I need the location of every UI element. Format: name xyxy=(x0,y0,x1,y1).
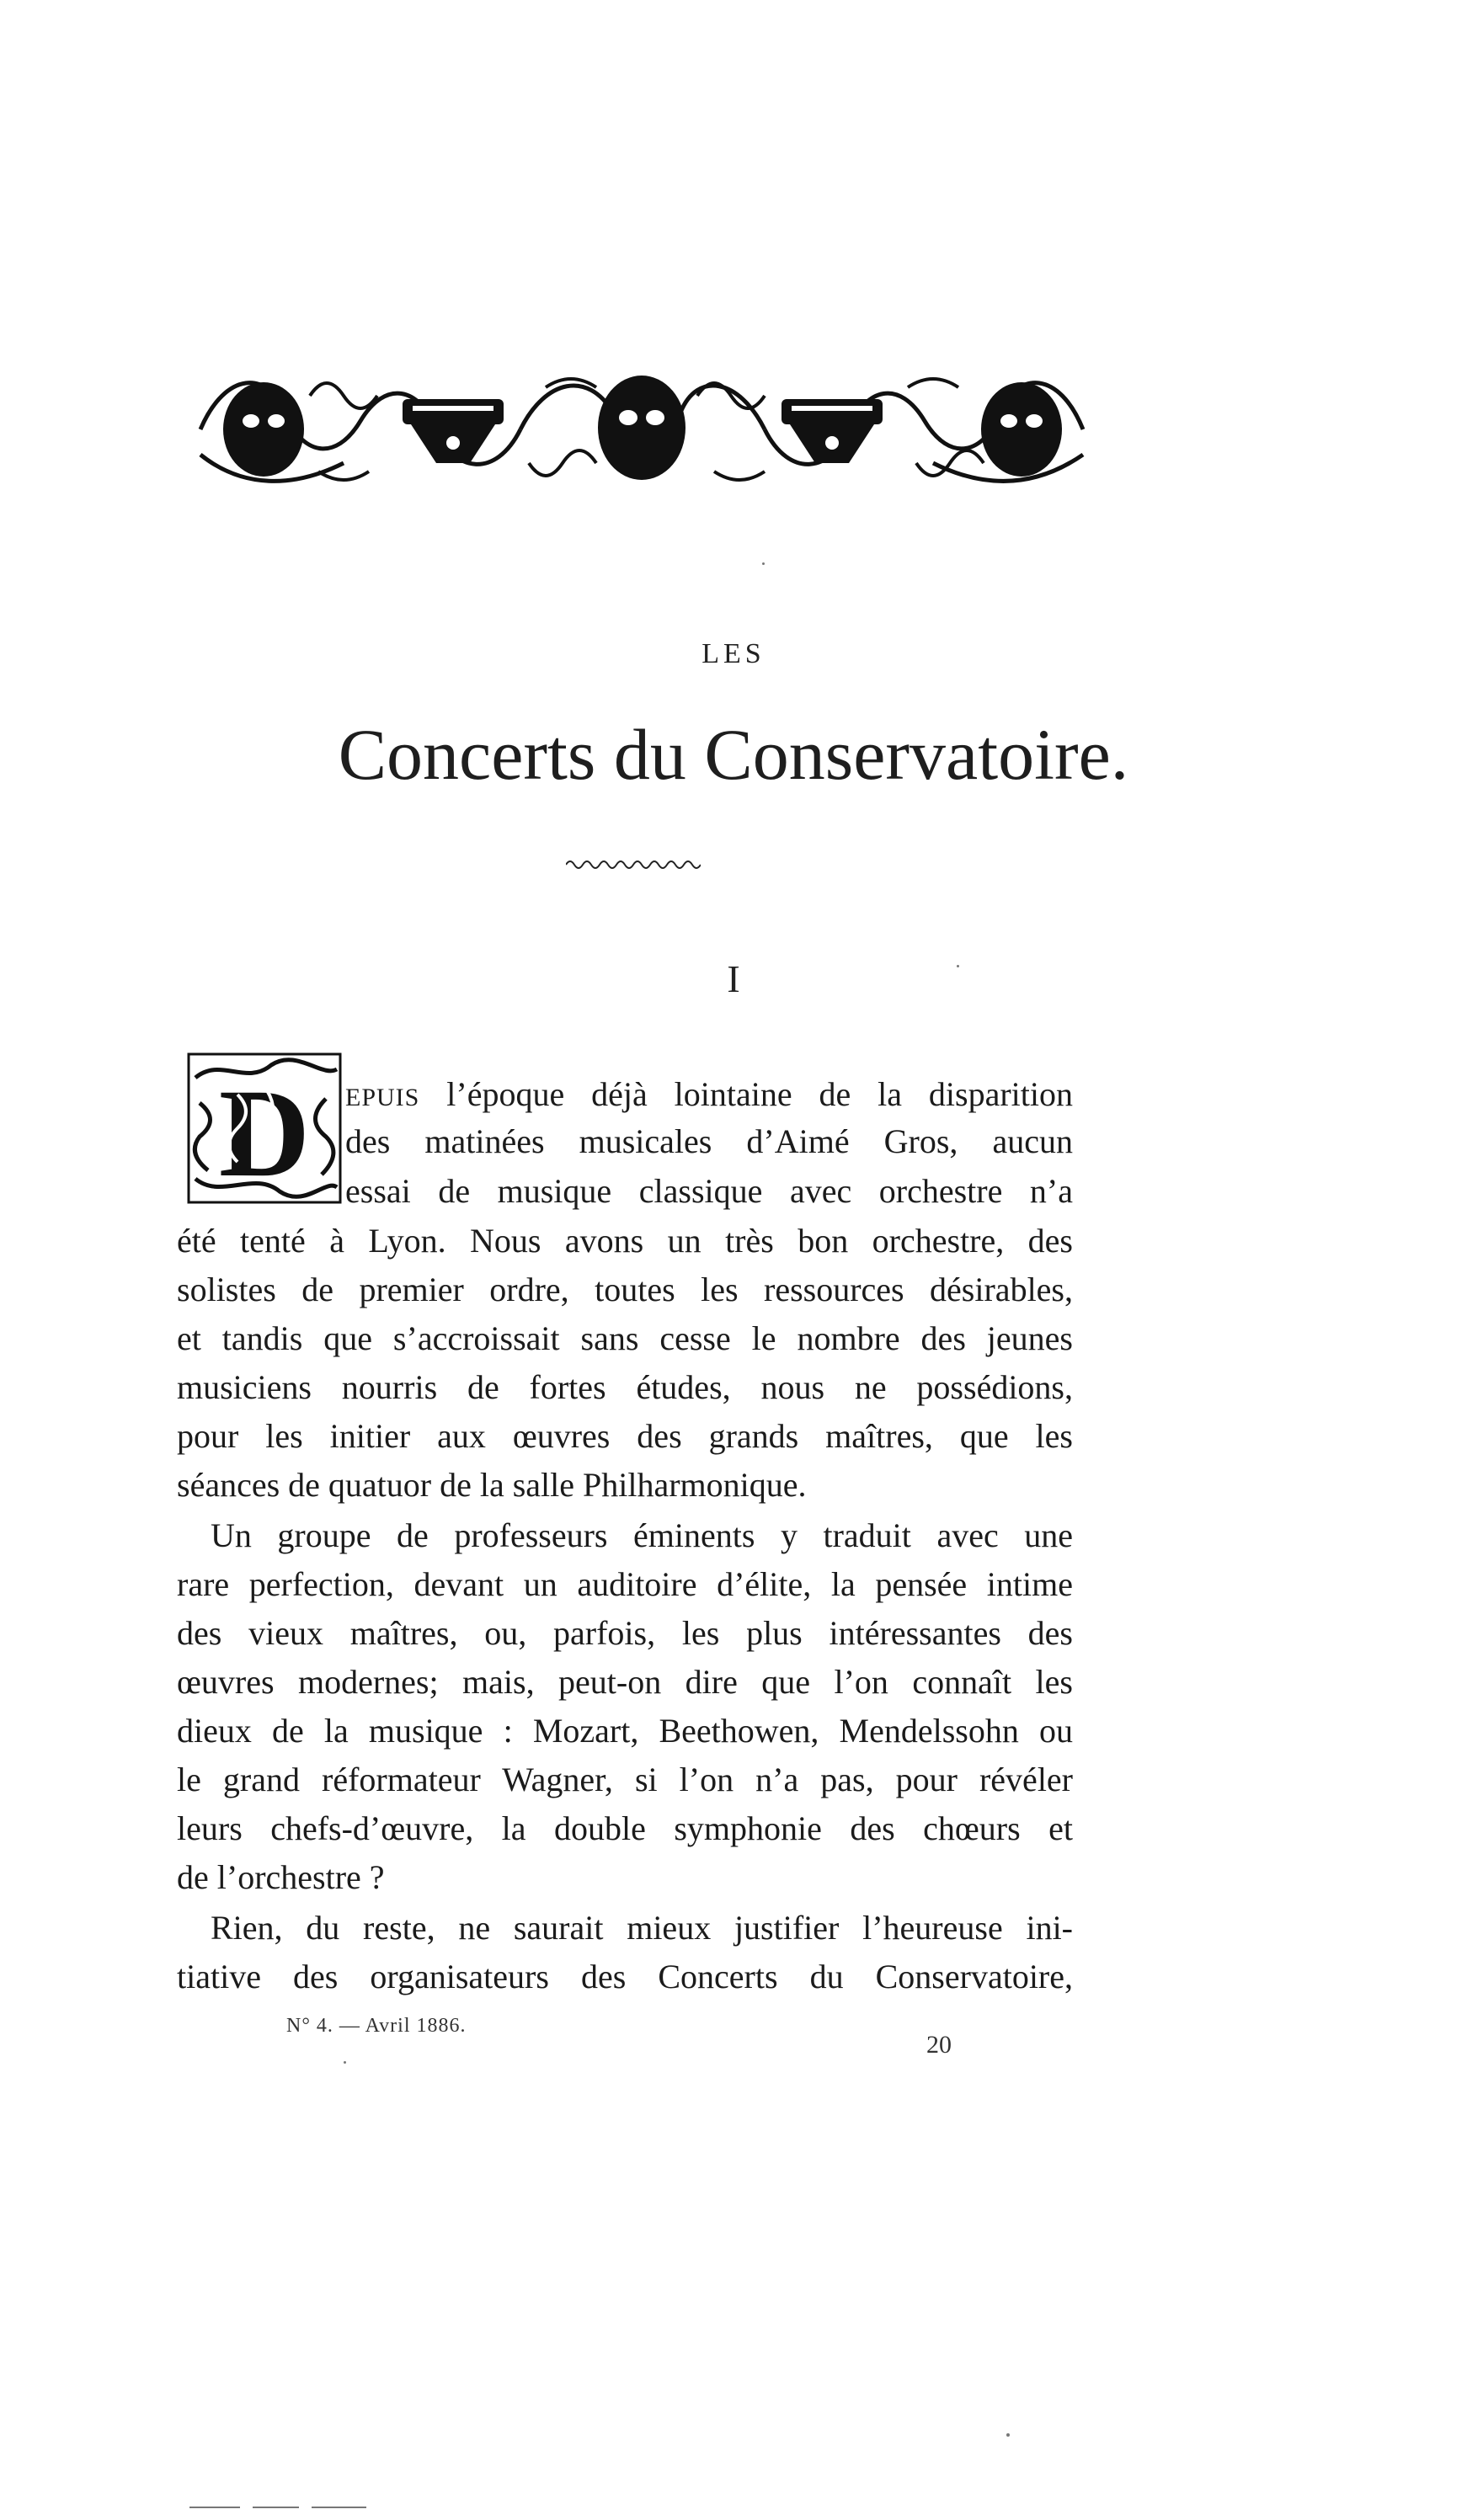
paper-speck xyxy=(344,2061,346,2064)
body-line: le grand réformateur Wagner, si l’on n’a pas, pour révéler xyxy=(177,1761,1073,1798)
body-line: des vieux maîtres, ou, parfois, les plus intéressantes des xyxy=(177,1614,1073,1652)
title-kicker: LES xyxy=(701,638,766,669)
body-line: séances de quatuor de la salle Philharmonique. xyxy=(177,1466,807,1504)
paper-speck xyxy=(762,562,765,565)
ornamental-headpiece xyxy=(192,362,1091,497)
body-line: solistes de premier ordre, toutes les ressources désirables, xyxy=(177,1271,1073,1308)
issue-line: N° 4. — Avril 1886. xyxy=(286,2015,467,2037)
bottom-rule-marks xyxy=(189,2505,366,2510)
body-line: œuvres modernes; mais, peut-on dire que l’on connaît les xyxy=(177,1663,1073,1701)
body-line: musiciens nourris de fortes études, nous ne possédions, xyxy=(177,1368,1073,1406)
body-line: des matinées musicales d’Aimé Gros, aucun xyxy=(345,1122,1073,1160)
paper-speck xyxy=(957,965,959,967)
body-line: été tenté à Lyon. Nous avons un très bon orchestre, des xyxy=(177,1222,1073,1260)
page-title: Concerts du Conservatoire. xyxy=(338,714,1129,795)
decorated-drop-cap xyxy=(187,1052,342,1204)
body-line: de l’orchestre ? xyxy=(177,1858,385,1896)
body-line: et tandis que s’accroissait sans cesse le nombre des jeunes xyxy=(177,1319,1073,1357)
paper-speck xyxy=(1006,2433,1010,2437)
body-line: pour les initier aux œuvres des grands maîtres, que les xyxy=(177,1417,1073,1455)
body-line: tiative des organisateurs des Concerts du Conservatoire, xyxy=(177,1958,1073,1995)
body-line: essai de musique classique avec orchestre n’a xyxy=(345,1172,1073,1210)
first-word: EPUIS xyxy=(345,1084,420,1111)
page-number: 20 xyxy=(926,2031,952,2059)
body-line: EPUIS l’époque déjà lointaine de la disparition xyxy=(345,1075,1073,1113)
body-line: dieux de la musique : Mozart, Beethowen, Mendelssohn ou xyxy=(177,1712,1073,1750)
section-number: I xyxy=(727,957,740,1000)
body-line: rare perfection, devant un auditoire d’élite, la pensée intime xyxy=(177,1565,1073,1603)
body-line: Rien, du reste, ne saurait mieux justifier l’heureuse ini- xyxy=(211,1909,1073,1947)
body-line: Un groupe de professeurs éminents y traduit avec une xyxy=(211,1516,1073,1554)
svg-text:D: D xyxy=(218,1063,311,1203)
wavy-rule xyxy=(566,857,701,872)
body-line: leurs chefs-d’œuvre, la double symphonie des chœurs et xyxy=(177,1809,1073,1847)
